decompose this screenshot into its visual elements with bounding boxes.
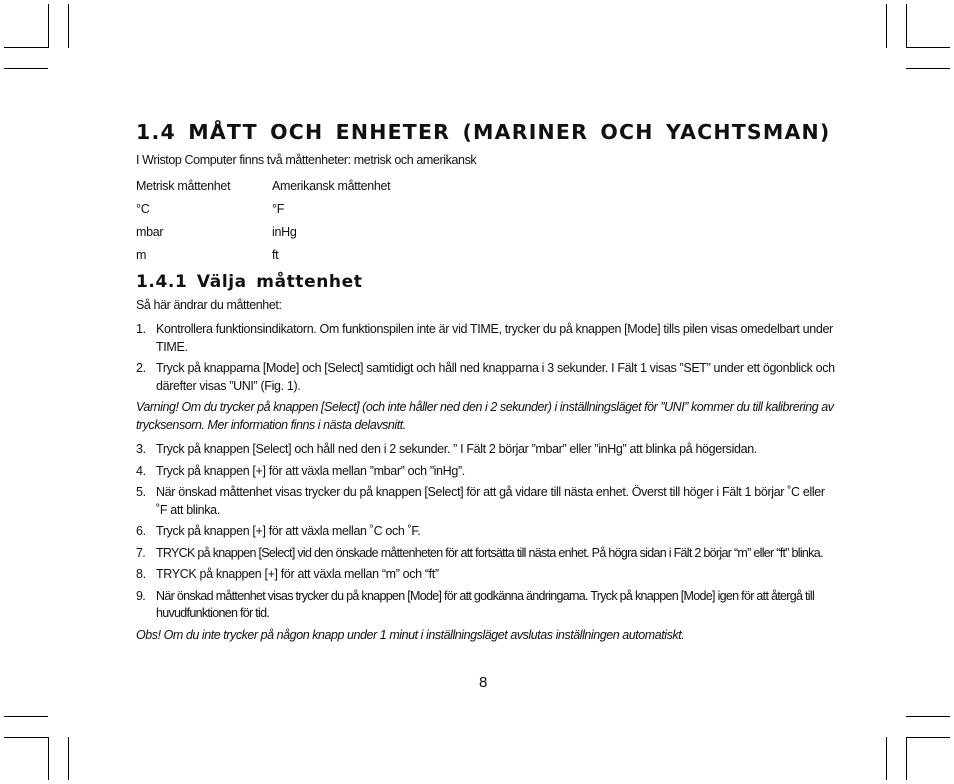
step-number: 9. [136,588,146,603]
list-item [136,566,836,584]
document-page [136,118,836,651]
table-cell: °F [272,201,285,216]
step-text: Tryck på knappen [+] för att växla mellan ˚C och ˚F. [156,524,421,538]
list-item [136,463,836,481]
steps-list [136,321,836,644]
list-item [136,545,836,563]
step-text: Tryck på knappen [Select] och håll ned den i 2 sekunder. ” I Fält 2 börjar ”mbar” eller ”inHg” att blinka på högersidan. [156,442,757,456]
step-number: 4. [136,463,146,478]
list-item [136,523,836,541]
step-text: TRYCK på knappen [Select] vid den önskade måttenheten för att fortsätta till nästa enhet. På högra sidan i Fält 2 börjar “m” eller “ft” blinka. [156,545,823,560]
table-header-imperial: Amerikansk måttenhet [272,178,391,193]
table-cell: inHg [272,224,297,239]
table-row [136,220,390,243]
step-text: Kontrollera funktionsindikatorn. Om funktionspilen inte är vid TIME, trycker du på knappen [Mode] tills pilen visas omedelbart under TIME. [156,322,833,354]
list-item [136,441,836,459]
step-text: Tryck på knapparna [Mode] och [Select] samtidigt och håll ned knapparna i 3 sekunder. I Fält 1 visas ”SET” under ett ögonblick och därefter visas ”UNI” (Fig. 1). [156,361,835,393]
table-row [136,243,390,266]
step-number: 2. [136,361,146,375]
step-number: 3. [136,442,146,456]
list-item [136,321,836,356]
lead-text: Så här ändrar du måttenhet: [136,298,282,312]
table-cell: ft [272,247,279,262]
units-table [136,174,390,266]
table-header-metric: Metrisk måttenhet [136,178,231,193]
table-header-row [136,174,390,197]
table-row [136,197,390,220]
step-number: 7. [136,545,146,560]
section-heading: 1.4 MÅTT OCH ENHETER (MARINER OCH YACHTSMAN) [136,120,831,144]
step-text: När önskad måttenhet visas trycker du på knappen [Mode] för att godkänna ändringarna. Tryck på knappen [Mode] igen för att återgå till huvudfunktionen för tid. [156,588,815,620]
step-text: Tryck på knappen [+] för att växla mellan ”mbar” och ”inHg”. [156,463,465,478]
page-number: 8 [479,674,488,691]
step-text: När önskad måttenhet visas trycker du på knappen [Select] för att gå vidare till nästa enhet. Överst till höger i Fält 1 börjar ˚C eller ˚F att blinka. [156,485,825,517]
step-number: 6. [136,524,146,538]
obs-note: Obs! Om du inte trycker på någon knapp under 1 minut i inställningsläget avslutas inställningen automatiskt. [136,627,685,642]
subsection-heading: 1.4.1 Välja måttenhet [136,272,363,292]
table-cell: m [136,247,147,262]
step-text: TRYCK på knappen [+] för att växla mellan “m” och “ft” [156,567,439,581]
step-number: 1. [136,322,146,336]
table-cell: mbar [136,224,164,239]
intro-text: I Wristop Computer finns två måttenheter: metrisk och amerikansk [136,153,477,167]
warning-note: Varning! Om du trycker på knappen [Select] (och inte håller ned den i 2 sekunder) i inställningsläget för ”UNI” kommer du till kalibrering av trycksensorn. Mer information finns i nästa delavsnitt. [136,400,834,432]
list-item [136,484,836,519]
list-item [136,360,836,395]
step-number: 5. [136,485,146,499]
table-cell: °C [136,201,150,216]
list-item [136,588,836,623]
step-number: 8. [136,567,146,581]
